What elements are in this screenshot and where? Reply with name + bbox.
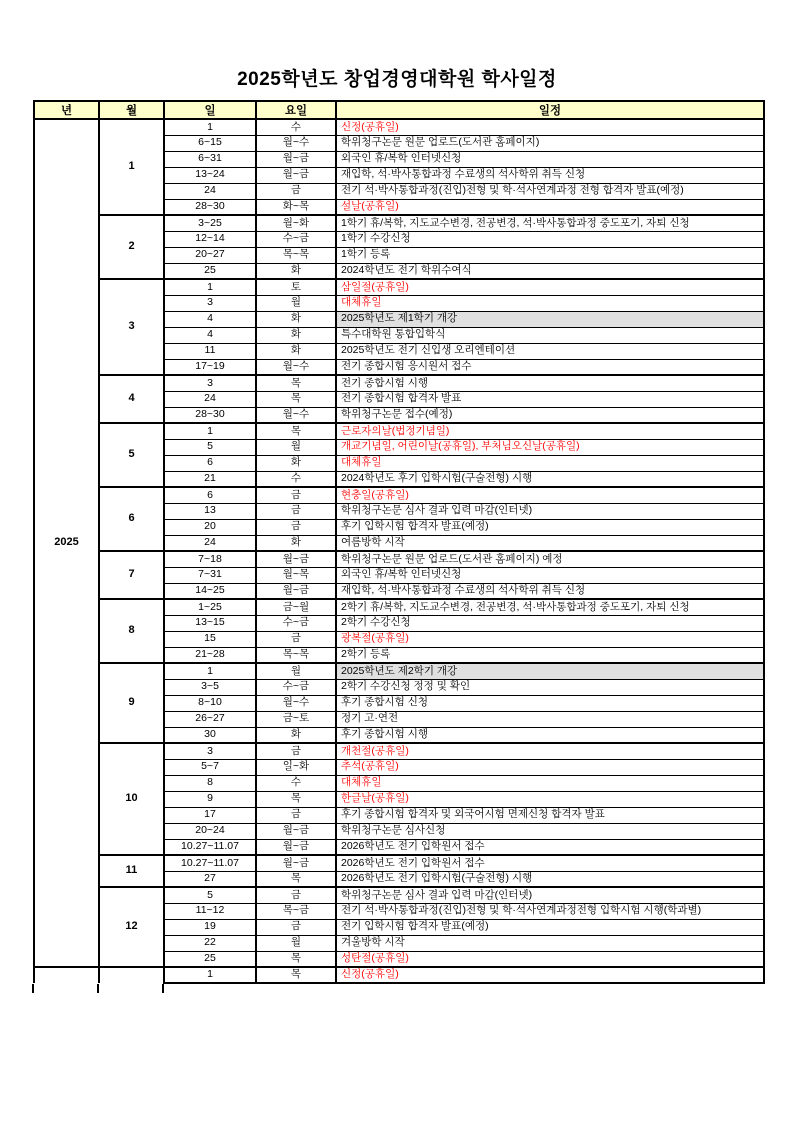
weekday-cell: 목 [256,423,336,439]
weekday-cell: 금 [256,519,336,535]
col-header-schedule: 일정 [336,101,764,119]
schedule-cell: 한글날(공휴일) [336,791,764,807]
weekday-cell: 화~목 [256,199,336,215]
schedule-cell: 학위청구논문 심사 결과 입력 마감(인터넷) [336,887,764,903]
weekday-cell: 수~금 [256,231,336,247]
schedule-cell: 설날(공휴일) [336,199,764,215]
weekday-cell: 화 [256,263,336,279]
schedule-cell: 학위청구논문 접수(예정) [336,407,764,423]
year-cell [34,967,99,983]
weekday-cell: 월~수 [256,359,336,375]
year-cell: 2025 [34,119,99,967]
schedule-cell: 신정(공휴일) [336,967,764,983]
schedule-cell: 삼일절(공휴일) [336,279,764,295]
day-cell: 7~18 [164,551,256,567]
weekday-cell: 금~토 [256,711,336,727]
weekday-cell: 월~금 [256,167,336,183]
academic-calendar-table [33,100,765,984]
weekday-cell: 수 [256,471,336,487]
day-cell: 13~24 [164,167,256,183]
month-cell: 5 [99,423,164,487]
calendar-row [34,215,764,231]
day-cell: 26~27 [164,711,256,727]
day-cell: 27 [164,871,256,887]
calendar-row [34,119,764,135]
page-title: 2025학년도 창업경영대학원 학사일정 [237,69,557,90]
day-cell: 4 [164,327,256,343]
schedule-cell: 1학기 수강신청 [336,231,764,247]
weekday-cell: 일~화 [256,759,336,775]
col-header-day: 일 [164,101,256,119]
weekday-cell: 월~금 [256,583,336,599]
day-cell: 8 [164,775,256,791]
schedule-cell: 개천절(공휴일) [336,743,764,759]
schedule-cell: 학위청구논문 심사 결과 입력 마감(인터넷) [336,503,764,519]
schedule-cell: 성탄절(공휴일) [336,951,764,967]
day-cell: 30 [164,727,256,743]
schedule-cell: 1학기 등록 [336,247,764,263]
cut-border-month-day [162,984,164,993]
col-header-year: 년 [34,101,99,119]
day-cell: 1~25 [164,599,256,615]
weekday-cell: 금 [256,743,336,759]
weekday-cell: 월 [256,935,336,951]
schedule-cell: 2026학년도 전기 입학원서 접수 [336,855,764,871]
weekday-cell: 금 [256,919,336,935]
day-cell: 13~15 [164,615,256,631]
day-cell: 19 [164,919,256,935]
schedule-cell: 학위청구논문 원문 업로드(도서관 홈페이지) [336,135,764,151]
weekday-cell: 금 [256,503,336,519]
schedule-cell: 후기 입학시험 합격자 발표(예정) [336,519,764,535]
schedule-cell: 전기 종합시험 응시원서 접수 [336,359,764,375]
day-cell: 3 [164,375,256,391]
schedule-cell: 2025학년도 제2학기 개강 [336,663,764,679]
day-cell: 6 [164,455,256,471]
weekday-cell: 토 [256,279,336,295]
weekday-cell: 목~금 [256,903,336,919]
day-cell: 6~15 [164,135,256,151]
schedule-cell: 외국인 휴/복학 인터넷신청 [336,567,764,583]
schedule-cell: 전기 석·박사통합과정(진입)전형 및 학·석사연계과정전형 입학시험 시행(학과별) [336,903,764,919]
day-cell: 7~31 [164,567,256,583]
day-cell: 3 [164,295,256,311]
day-cell: 22 [164,935,256,951]
month-cell: 2 [99,215,164,279]
weekday-cell: 금~월 [256,599,336,615]
cut-border-year-month [97,984,99,993]
day-cell: 10.27~11.07 [164,839,256,855]
weekday-cell: 목~목 [256,247,336,263]
calendar-row [34,967,764,983]
day-cell: 17 [164,807,256,823]
month-cell: 6 [99,487,164,551]
day-cell: 5 [164,887,256,903]
schedule-cell: 2학기 수강신청 정정 및 확인 [336,679,764,695]
day-cell: 21~28 [164,647,256,663]
schedule-cell: 2학기 등록 [336,647,764,663]
schedule-cell: 정기 고·연전 [336,711,764,727]
cut-border-left [32,984,34,993]
day-cell: 12~14 [164,231,256,247]
day-cell: 25 [164,263,256,279]
day-cell: 3~25 [164,215,256,231]
schedule-cell: 2024학년도 후기 입학시험(구술전형) 시행 [336,471,764,487]
day-cell: 8~10 [164,695,256,711]
calendar-row [34,375,764,391]
day-cell: 17~19 [164,359,256,375]
weekday-cell: 월~금 [256,823,336,839]
schedule-cell: 전기 입학시험 합격자 발표(예정) [336,919,764,935]
weekday-cell: 월 [256,439,336,455]
weekday-cell: 목 [256,967,336,983]
schedule-cell: 후기 종합시험 신청 [336,695,764,711]
weekday-cell: 목 [256,871,336,887]
weekday-cell: 목 [256,791,336,807]
day-cell: 25 [164,951,256,967]
schedule-cell: 2024학년도 전기 학위수여식 [336,263,764,279]
weekday-cell: 월~수 [256,407,336,423]
month-cell: 1 [99,119,164,215]
day-cell: 14~25 [164,583,256,599]
schedule-cell: 후기 종합시험 시행 [336,727,764,743]
schedule-cell: 근로자의날(법정기념일) [336,423,764,439]
day-cell: 6 [164,487,256,503]
weekday-cell: 월 [256,663,336,679]
col-header-month: 월 [99,101,164,119]
weekday-cell: 금 [256,807,336,823]
day-cell: 1 [164,967,256,983]
weekday-cell: 화 [256,455,336,471]
weekday-cell: 수~금 [256,615,336,631]
weekday-cell: 월~수 [256,135,336,151]
weekday-cell: 화 [256,727,336,743]
schedule-cell: 2025학년도 제1학기 개강 [336,311,764,327]
day-cell: 3 [164,743,256,759]
day-cell: 1 [164,279,256,295]
day-cell: 10.27~11.07 [164,855,256,871]
weekday-cell: 목 [256,375,336,391]
day-cell: 1 [164,423,256,439]
schedule-cell: 전기 석·박사통합과정(진입)전형 및 학·석사연계과정 전형 합격자 발표(예정) [336,183,764,199]
weekday-cell: 월~금 [256,151,336,167]
day-cell: 28~30 [164,199,256,215]
weekday-cell: 금 [256,487,336,503]
day-cell: 28~30 [164,407,256,423]
weekday-cell: 화 [256,535,336,551]
month-cell: 7 [99,551,164,599]
calendar-row [34,887,764,903]
weekday-cell: 금 [256,631,336,647]
day-cell: 20~27 [164,247,256,263]
day-cell: 20 [164,519,256,535]
weekday-cell: 목~목 [256,647,336,663]
day-cell: 24 [164,535,256,551]
day-cell: 13 [164,503,256,519]
schedule-cell: 추석(공휴일) [336,759,764,775]
schedule-cell: 학위청구논문 원문 업로드(도서관 홈페이지) 예정 [336,551,764,567]
weekday-cell: 월~화 [256,215,336,231]
schedule-cell: 재입학, 석·박사통합과정 수료생의 석사학위 취득 신청 [336,583,764,599]
weekday-cell: 수 [256,775,336,791]
day-cell: 21 [164,471,256,487]
month-cell: 3 [99,279,164,375]
day-cell: 11~12 [164,903,256,919]
schedule-cell: 개교기념일, 어린이날(공휴일), 부처님오신날(공휴일) [336,439,764,455]
schedule-cell: 재입학, 석·박사통합과정 수료생의 석사학위 취득 신청 [336,167,764,183]
calendar-header-row [34,101,764,119]
day-cell: 3~5 [164,679,256,695]
calendar-row [34,663,764,679]
weekday-cell: 월~수 [256,695,336,711]
day-cell: 24 [164,391,256,407]
calendar-row [34,599,764,615]
month-cell: 8 [99,599,164,663]
schedule-cell: 전기 종합시험 합격자 발표 [336,391,764,407]
schedule-cell: 2학기 수강신청 [336,615,764,631]
month-cell [99,967,164,983]
weekday-cell: 화 [256,327,336,343]
weekday-cell: 금 [256,183,336,199]
day-cell: 1 [164,119,256,135]
day-cell: 4 [164,311,256,327]
schedule-cell: 외국인 휴/복학 인터넷신청 [336,151,764,167]
weekday-cell: 수~금 [256,679,336,695]
schedule-cell: 대체휴일 [336,295,764,311]
weekday-cell: 월~금 [256,551,336,567]
weekday-cell: 금 [256,887,336,903]
month-cell: 12 [99,887,164,967]
day-cell: 1 [164,663,256,679]
month-cell: 9 [99,663,164,743]
schedule-cell: 2026학년도 전기 입학원서 접수 [336,839,764,855]
weekday-cell: 수 [256,119,336,135]
schedule-cell: 대체휴일 [336,775,764,791]
col-header-weekday: 요일 [256,101,336,119]
weekday-cell: 목 [256,951,336,967]
schedule-cell: 학위청구논문 심사신청 [336,823,764,839]
weekday-cell: 화 [256,343,336,359]
day-cell: 9 [164,791,256,807]
weekday-cell: 월~금 [256,855,336,871]
schedule-cell: 대체휴일 [336,455,764,471]
weekday-cell: 목 [256,391,336,407]
weekday-cell: 월~목 [256,567,336,583]
weekday-cell: 월 [256,295,336,311]
calendar-header [34,101,764,119]
schedule-cell: 특수대학원 통합입학식 [336,327,764,343]
schedule-cell: 현충일(공휴일) [336,487,764,503]
schedule-cell: 1학기 휴/복학, 지도교수변경, 전공변경, 석·박사통합과정 중도포기, 자퇴 신청 [336,215,764,231]
schedule-cell: 후기 종합시험 합격자 및 외국어시험 면제신청 합격자 발표 [336,807,764,823]
calendar-row [34,855,764,871]
schedule-cell: 2학기 휴/복학, 지도교수변경, 전공변경, 석·박사통합과정 중도포기, 자퇴 신청 [336,599,764,615]
calendar-row [34,487,764,503]
calendar-row [34,551,764,567]
month-cell: 10 [99,743,164,855]
calendar-row [34,423,764,439]
schedule-cell: 여름방학 시작 [336,535,764,551]
calendar-row [34,279,764,295]
day-cell: 6~31 [164,151,256,167]
schedule-cell: 광복절(공휴일) [336,631,764,647]
weekday-cell: 월~금 [256,839,336,855]
calendar-row [34,743,764,759]
day-cell: 11 [164,343,256,359]
day-cell: 15 [164,631,256,647]
schedule-cell: 2025학년도 전기 신입생 오리엔테이션 [336,343,764,359]
weekday-cell: 화 [256,311,336,327]
schedule-cell: 겨울방학 시작 [336,935,764,951]
day-cell: 5~7 [164,759,256,775]
month-cell: 11 [99,855,164,887]
day-cell: 5 [164,439,256,455]
day-cell: 24 [164,183,256,199]
schedule-cell: 전기 종합시험 시행 [336,375,764,391]
calendar-body [34,119,764,983]
month-cell: 4 [99,375,164,423]
schedule-cell: 신정(공휴일) [336,119,764,135]
day-cell: 20~24 [164,823,256,839]
schedule-cell: 2026학년도 전기 입학시험(구술전형) 시행 [336,871,764,887]
